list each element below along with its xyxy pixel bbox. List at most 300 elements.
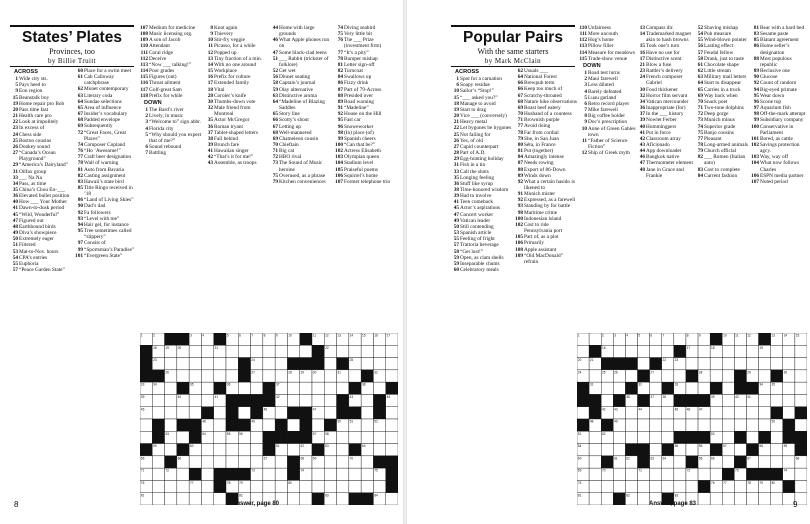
clue-text: Séta, in France xyxy=(524,141,556,148)
grid-cell-number: 46 xyxy=(263,407,268,412)
clue-text: Let bygones be bygones xyxy=(460,125,512,132)
grid-cell-number: 41 xyxy=(747,395,751,400)
clue-item xyxy=(75,228,137,240)
clue-number: 43 xyxy=(639,141,645,148)
black-square xyxy=(201,407,213,419)
grid-cell xyxy=(312,382,324,394)
grid-cell xyxy=(324,456,336,468)
grid-cell xyxy=(201,370,213,382)
grid-cell xyxy=(746,431,758,443)
grid-cell xyxy=(337,444,349,456)
grid-cell xyxy=(759,456,771,468)
clue-text: Eon region xyxy=(19,88,43,95)
clue-text: Food thickener xyxy=(646,86,678,93)
grid-cell xyxy=(165,358,177,370)
grid-cell-number: 81 xyxy=(577,493,582,498)
clue-text: Poor grades xyxy=(149,68,175,75)
black-square xyxy=(300,358,312,370)
grid-cell xyxy=(650,419,662,431)
grid-cell-number: 56 xyxy=(239,431,243,436)
clue-number: 83 xyxy=(753,31,759,38)
grid-cell xyxy=(251,480,263,492)
grid-cell xyxy=(662,345,674,357)
clue-text: Squirrel’s home xyxy=(344,172,378,179)
grid-cell xyxy=(201,456,213,468)
clue-number: 84 xyxy=(517,154,523,161)
clue-number: 37 xyxy=(207,129,213,136)
clue-text: Well-mannered xyxy=(279,129,312,136)
clue-number: 77 xyxy=(77,154,83,161)
clue-text: Inseparable chums xyxy=(460,260,500,267)
clue-number: 41 xyxy=(639,129,645,136)
black-square xyxy=(589,394,601,406)
grid-cell-number: 53 xyxy=(710,431,715,436)
clue-text: Classroom array xyxy=(646,135,681,142)
grid-cell xyxy=(324,382,336,394)
clue-number: 92 xyxy=(77,209,83,216)
clue-text: Male friend from Montreal xyxy=(214,105,251,118)
clue-text: Big cat xyxy=(279,148,295,155)
left-page-number: 8 xyxy=(14,500,19,509)
clue-text: ___ Rabbit (trickster of folklore) xyxy=(279,55,329,68)
grid-cell xyxy=(734,345,746,357)
grid-cell xyxy=(337,468,349,480)
clue-text: Oilfax group xyxy=(19,168,47,175)
grid-cell xyxy=(722,419,734,431)
clue-number: 79 xyxy=(272,178,278,185)
clue-text: Letter sign-off xyxy=(344,61,375,68)
black-square xyxy=(386,468,398,480)
clue-number: 73 xyxy=(697,117,703,124)
grid-cell xyxy=(337,480,349,492)
black-square xyxy=(214,333,226,345)
grid-cell-number: 29 xyxy=(747,370,751,375)
clue-number: 9 xyxy=(210,31,213,38)
clue-text: Pass time fast xyxy=(19,106,49,113)
clue-number: 47 xyxy=(12,217,18,224)
clue-text: “That’s it for me!” xyxy=(214,154,254,161)
clue-number: 114 xyxy=(140,68,148,75)
grid-cell-number: 24 xyxy=(577,370,582,375)
clue-item xyxy=(10,267,72,273)
grid-cell-number: 64 xyxy=(662,456,667,461)
grid-cell xyxy=(589,480,601,492)
clue-text: Attendant xyxy=(149,43,170,50)
clue-number: 112 xyxy=(140,55,148,62)
clue-number: 63 xyxy=(272,92,278,99)
clue-number: 31 xyxy=(453,162,459,169)
grid-cell-number: 58 xyxy=(325,431,329,436)
right-answer-reference: Answer, page 83 xyxy=(649,501,697,507)
clue-text: ___ Na Na xyxy=(19,174,42,181)
grid-cell-number: 2 xyxy=(153,333,155,338)
clue-number: 34 xyxy=(12,180,18,187)
clue-text: Home with large grounds xyxy=(279,25,315,38)
clue-text: Story line xyxy=(279,111,300,118)
grid-cell xyxy=(373,345,385,357)
grid-cell xyxy=(324,407,336,419)
clue-text: “Father of Science Fiction” xyxy=(588,137,628,150)
grid-cell xyxy=(189,345,201,357)
grid-cell xyxy=(674,333,686,345)
grid-cell xyxy=(386,419,398,431)
clue-number: 21 xyxy=(12,113,18,120)
black-square xyxy=(601,358,613,370)
grid-cell xyxy=(226,345,238,357)
clue-number: 72 xyxy=(272,154,278,161)
clue-number: 29 xyxy=(12,162,18,169)
grid-cell-number: 3 xyxy=(614,333,616,338)
grid-cell xyxy=(251,431,263,443)
clue-number: 23 xyxy=(639,68,645,75)
clue-item xyxy=(335,37,397,49)
clue-number: 81 xyxy=(77,166,83,173)
clue-number: 68 xyxy=(517,98,523,105)
black-square xyxy=(238,419,250,431)
black-square xyxy=(300,333,312,345)
black-square xyxy=(349,493,361,505)
grid-cell xyxy=(361,431,373,443)
grid-cell-number: 60 xyxy=(189,444,194,449)
grid-cell-number: 26 xyxy=(614,370,618,375)
grid-cell xyxy=(312,468,324,480)
clue-text: In the ___ history xyxy=(646,111,684,118)
grid-cell xyxy=(373,444,385,456)
grid-cell xyxy=(613,431,625,443)
grid-cell xyxy=(165,419,177,431)
black-square xyxy=(746,382,758,394)
left-answer-reference: Answer, page 80 xyxy=(232,501,280,507)
grid-cell xyxy=(783,358,795,370)
clue-text: “Sportsman’s Paradise” xyxy=(84,246,135,253)
grid-cell xyxy=(601,394,613,406)
clue-number: 58 xyxy=(697,55,703,62)
clue-number: 99 xyxy=(337,135,343,142)
black-square xyxy=(140,370,152,382)
grid-cell xyxy=(759,358,771,370)
clue-text: Usuals ___ xyxy=(524,68,548,74)
grid-cell-number: 28 xyxy=(288,370,292,375)
clue-text: Wide city sts. xyxy=(19,76,48,83)
clue-item xyxy=(270,99,332,111)
grid-cell xyxy=(662,419,674,431)
clue-text: Chieftain xyxy=(279,141,299,148)
grid-cell-number: 72 xyxy=(165,468,169,473)
grid-cell xyxy=(214,358,226,370)
clue-number: 92 xyxy=(753,80,759,87)
black-square xyxy=(373,456,385,468)
black-square xyxy=(287,456,299,468)
clue-text: Compass dir. xyxy=(646,25,674,31)
clue-text: Part of, as a plot xyxy=(524,234,559,241)
black-square xyxy=(189,419,201,431)
grid-cell xyxy=(312,480,324,492)
grid-cell xyxy=(373,480,385,492)
clue-number: 12 xyxy=(581,150,587,157)
clue-text: Shaving mishap xyxy=(704,25,738,31)
clue-number: 53 xyxy=(12,248,18,255)
grid-cell-number: 12 xyxy=(325,333,329,338)
grid-cell xyxy=(226,444,238,456)
clue-text: Time-honored wisdom xyxy=(460,186,509,193)
grid-cell-number: 80 xyxy=(771,481,776,486)
grid-cell-number: 18 xyxy=(153,345,157,350)
clue-text: “Madeline” xyxy=(344,105,369,112)
clue-number: 42 xyxy=(207,154,213,161)
clue-number: 98 xyxy=(753,111,759,118)
clue-number: 16 xyxy=(207,74,213,81)
clue-item xyxy=(515,222,577,234)
clue-text: Coral ridge xyxy=(149,49,173,56)
grid-cell xyxy=(662,431,674,443)
clue-text: Unfairness xyxy=(588,25,611,31)
black-square xyxy=(238,370,250,382)
grid-cell xyxy=(771,493,783,505)
clue-text: In excess of xyxy=(19,125,45,132)
left-puzzle-subtitle: Provinces, too xyxy=(49,47,95,56)
grid-cell xyxy=(300,480,312,492)
grid-cell-number: 67 xyxy=(263,456,268,461)
clue-number: 95 xyxy=(337,117,343,124)
grid-cell-number: 11 xyxy=(735,333,739,338)
grid-cell xyxy=(386,431,398,443)
clue-number: 36 xyxy=(453,180,459,187)
clue-item xyxy=(10,150,72,162)
clue-number: 29 xyxy=(453,156,459,163)
clue-number: 83 xyxy=(697,166,703,173)
black-square xyxy=(152,370,164,382)
black-square xyxy=(638,456,650,468)
black-square xyxy=(140,358,152,370)
black-square xyxy=(226,419,238,431)
clue-number: 113 xyxy=(579,43,587,50)
clue-number: 65 xyxy=(77,104,83,111)
grid-cell-number: 66 xyxy=(710,456,715,461)
clue-text: Auto from Bavaria xyxy=(84,166,125,173)
grid-cell-number: 17 xyxy=(386,333,391,338)
clue-number: 98 xyxy=(337,129,343,136)
clue-text: Very little bit xyxy=(344,31,372,38)
clue-number: 62 xyxy=(697,68,703,75)
grid-cell-number: 36 xyxy=(626,395,630,400)
clue-number: 3 xyxy=(145,119,148,126)
grid-cell xyxy=(710,493,722,505)
grid-cell xyxy=(238,456,250,468)
clue-text: Standing by for battle xyxy=(524,203,571,210)
clue-number: 39 xyxy=(453,193,459,200)
clue-text: Actress Elisabeth xyxy=(344,148,381,155)
right-clue-column-4 xyxy=(637,25,695,330)
clue-number: 18 xyxy=(453,100,459,107)
clue-number: 96 xyxy=(337,123,343,130)
grid-cell-number: 82 xyxy=(626,493,630,498)
clue-text: Place for a swim meet xyxy=(84,68,132,74)
clue-item xyxy=(579,138,637,150)
clue-text: Vatican mercounder xyxy=(646,98,689,105)
clue-text: Keep too much of xyxy=(524,86,563,93)
grid-cell xyxy=(177,358,189,370)
grid-cell xyxy=(662,407,674,419)
grid-cell xyxy=(275,468,287,480)
clue-text: Title Ringo received in ’18 xyxy=(84,184,133,198)
clue-text: Turncoat xyxy=(344,68,363,75)
clue-number: 88 xyxy=(517,166,523,173)
clue-item xyxy=(75,130,137,142)
grid-cell xyxy=(386,444,398,456)
grid-cell xyxy=(734,480,746,492)
clue-number: 51 xyxy=(12,242,18,249)
grid-cell-number: 48 xyxy=(589,419,594,424)
clue-number: 58 xyxy=(272,80,278,87)
grid-cell xyxy=(324,394,336,406)
black-square xyxy=(698,394,710,406)
clue-text: Battling xyxy=(149,150,167,157)
clue-number: 109 xyxy=(140,37,148,44)
grid-cell-number: 52 xyxy=(374,419,378,424)
black-square xyxy=(650,358,662,370)
clue-number: 42 xyxy=(639,135,645,142)
grid-cell xyxy=(386,493,398,505)
black-square xyxy=(263,431,275,443)
clue-number: 107 xyxy=(335,178,343,185)
clue-text: Workplace xyxy=(214,68,237,75)
grid-cell-number: 14 xyxy=(783,333,788,338)
clue-text: Winds down xyxy=(524,172,551,179)
grid-cell xyxy=(324,358,336,370)
grid-cell-number: 46 xyxy=(686,407,691,412)
clue-number: 55 xyxy=(12,260,18,267)
black-square xyxy=(783,431,795,443)
clue-text: Road warning xyxy=(344,98,374,105)
clue-number: 67 xyxy=(77,111,83,118)
clue-number: 17 xyxy=(639,55,645,62)
grid-cell xyxy=(613,345,625,357)
grid-cell-number: 83 xyxy=(325,493,329,498)
clue-item xyxy=(140,93,202,99)
clue-number: 117 xyxy=(140,86,148,93)
clue-number: 55 xyxy=(697,37,703,44)
clue-item xyxy=(751,124,807,136)
grid-cell xyxy=(722,431,734,443)
grid-cell xyxy=(275,345,287,357)
clue-number: 50 xyxy=(12,236,18,243)
clue-text: Off-the-mark attempt xyxy=(760,111,806,118)
clue-text: Little stream xyxy=(704,68,731,75)
grid-cell xyxy=(795,419,807,431)
grid-cell xyxy=(734,407,746,419)
clue-text: Dinner seating xyxy=(279,74,311,81)
grid-cell xyxy=(337,456,349,468)
black-square xyxy=(214,468,226,480)
clue-text: Stir-fry veggie xyxy=(214,37,245,44)
grid-cell xyxy=(361,358,373,370)
clue-number: 92 xyxy=(337,111,343,118)
grid-cell-number: 50 xyxy=(771,419,776,424)
grid-cell-number: 11 xyxy=(312,333,317,338)
grid-cell-number: 66 xyxy=(177,456,182,461)
grid-cell-number: 10 xyxy=(288,333,292,338)
clue-number: 71 xyxy=(272,148,278,155)
grid-cell xyxy=(349,345,361,357)
clue-text: Snoweworker xyxy=(344,123,374,130)
grid-cell xyxy=(710,419,722,431)
clue-text: Olay alternative xyxy=(279,86,313,93)
clue-number: 70 xyxy=(272,141,278,148)
clue-text: Bumper mishap xyxy=(344,55,378,62)
clue-number: 57 xyxy=(697,49,703,56)
grid-cell-number: 45 xyxy=(140,407,145,412)
clue-number: 45 xyxy=(12,211,18,218)
clue-number: 19 xyxy=(12,100,18,107)
grid-cell xyxy=(638,345,650,357)
grid-cell xyxy=(601,493,613,505)
black-square xyxy=(746,444,758,456)
grid-cell xyxy=(625,431,637,443)
grid-cell xyxy=(638,480,650,492)
black-square xyxy=(226,468,238,480)
clue-number: 15 xyxy=(207,68,213,75)
grid-cell-number: 68 xyxy=(300,456,305,461)
grid-cell-number: 33 xyxy=(674,382,679,387)
clue-item xyxy=(451,267,513,273)
grid-cell xyxy=(361,394,373,406)
clue-number: 67 xyxy=(517,92,523,99)
clue-text: Dawn-to-dusk period xyxy=(19,205,65,212)
clue-number: 82 xyxy=(77,172,83,179)
left-clue-column-6 xyxy=(335,25,397,330)
clue-item xyxy=(579,56,637,62)
grid-cell xyxy=(686,419,698,431)
clue-text: Vital xyxy=(214,86,225,93)
clue-text: Pleasant xyxy=(704,135,722,142)
grid-cell xyxy=(165,444,177,456)
grid-cell xyxy=(177,480,189,492)
grid-cell-number: 40 xyxy=(735,395,739,400)
grid-cell xyxy=(226,358,238,370)
clue-number: 78 xyxy=(337,55,343,62)
black-square xyxy=(177,382,189,394)
clue-number: 76 xyxy=(77,148,83,155)
grid-cell xyxy=(189,407,201,419)
clue-text: Extremely eager xyxy=(19,236,54,243)
clue-text: Maritime crime xyxy=(524,209,558,216)
black-square xyxy=(577,419,589,431)
clue-number: 87 xyxy=(337,86,343,93)
left-crossword-grid[interactable] xyxy=(140,333,398,505)
clue-number: 44 xyxy=(272,25,278,31)
black-square xyxy=(638,444,650,456)
clue-number: 62 xyxy=(77,86,83,93)
black-square xyxy=(783,419,795,431)
grid-cell-number: 82 xyxy=(239,493,243,498)
clue-number: 15 xyxy=(639,43,645,50)
black-square xyxy=(625,444,637,456)
grid-cell xyxy=(795,382,807,394)
clue-number: 19 xyxy=(453,106,459,113)
clue-text: Military mail letters xyxy=(704,74,747,81)
clue-number: 68 xyxy=(272,129,278,136)
clue-text: Florida city xyxy=(149,125,174,132)
clue-number: 27 xyxy=(12,150,18,157)
grid-cell-number: 71 xyxy=(140,468,145,473)
grid-cell xyxy=(710,358,722,370)
grid-cell-number: 57 xyxy=(723,444,727,449)
right-crossword-grid[interactable] xyxy=(577,333,807,505)
black-square xyxy=(746,468,758,480)
grid-cell xyxy=(238,345,250,357)
clue-number: 28 xyxy=(453,150,459,157)
clue-number: 35 xyxy=(207,117,213,124)
